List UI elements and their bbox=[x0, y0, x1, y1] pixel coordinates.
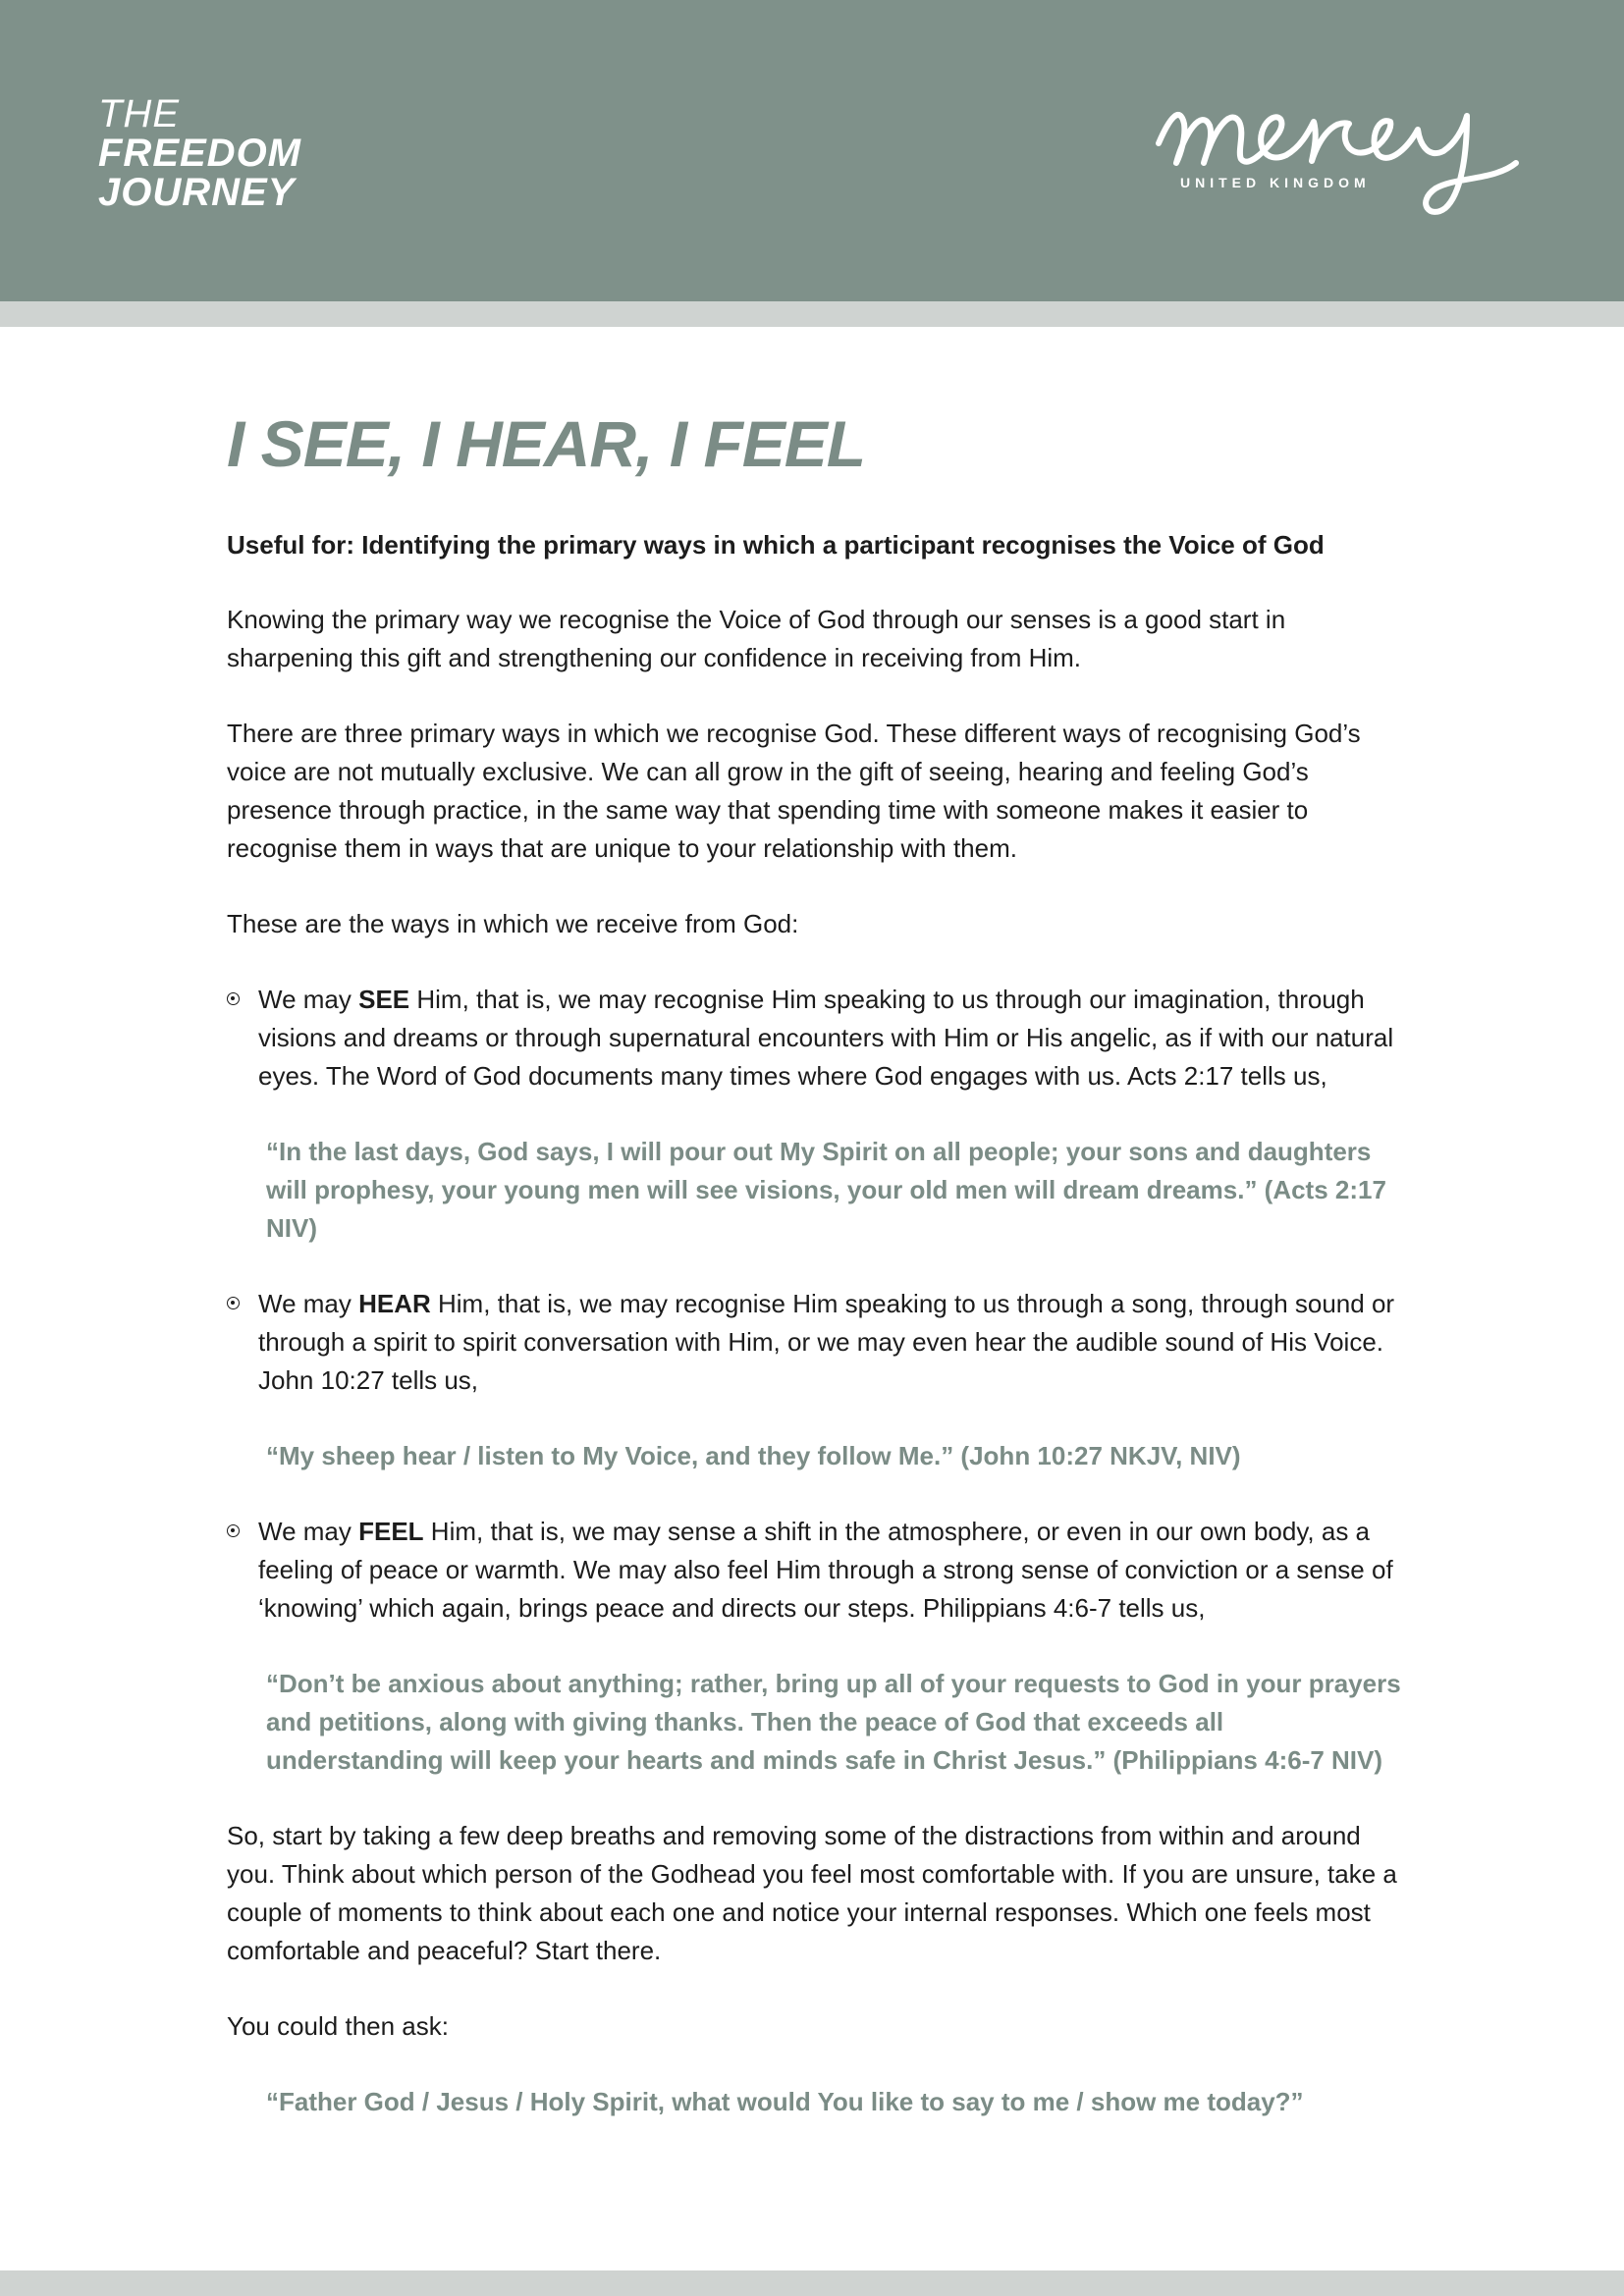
mercy-logo-mark bbox=[1151, 86, 1543, 234]
quote-john: “My sheep hear / listen to My Voice, and they follow Me.” (John 10:27 NKJV, NIV) bbox=[266, 1441, 1241, 1470]
bullet-hear-post: Him, that is, we may recognise Him speaking to us through a song, through sound or through a spirit to spirit conversation with Him, or we may even hear the audible sound of His Voice. John 10:27 tells us, bbox=[258, 1289, 1395, 1395]
mercy-logo bbox=[1151, 86, 1543, 234]
bullet-see bbox=[227, 981, 1405, 1095]
bullet-feel-key: FEEL bbox=[358, 1517, 424, 1546]
ask-paragraph: You could then ask: bbox=[227, 2011, 449, 2041]
page-title: I SEE, I HEAR, I FEEL bbox=[227, 407, 866, 480]
document-body bbox=[227, 404, 1405, 2121]
bullet-feel-pre: We may bbox=[258, 1517, 359, 1546]
bullet-see-key: SEE bbox=[358, 985, 410, 1014]
intro-paragraph: Knowing the primary way we recognise the Voice of God through our senses is a good start in sharpening this gift and strengthening our confidence in receiving from Him. bbox=[227, 605, 1286, 672]
bullet-feel bbox=[227, 1513, 1405, 1628]
quote-final-question: “Father God / Jesus / Holy Spirit, what would You like to say to me / show me today?” bbox=[266, 2087, 1304, 2116]
footer-band bbox=[0, 2270, 1624, 2296]
brand-line-the: THE bbox=[98, 92, 180, 135]
bullet-marker-icon bbox=[227, 992, 240, 1005]
ways-intro-paragraph: These are the ways in which we receive from God: bbox=[227, 909, 799, 938]
bullet-marker-icon bbox=[227, 1524, 240, 1537]
brand-line-journey: JOURNEY bbox=[98, 171, 296, 214]
bullet-feel-post: Him, that is, we may sense a shift in the atmosphere, or even in our own body, as a feeling of peace or warmth. We may also feel Him through a strong sense of conviction or a sense of ‘knowing’ which again, brings peace and directs our steps. Philippians 4:6-7 tells us, bbox=[258, 1517, 1393, 1623]
header-banner bbox=[0, 0, 1624, 301]
closing-paragraph: So, start by taking a few deep breaths and removing some of the distractions from within and around you. Think about which person of the Godhead you feel most comfortable with. If you are unsure, take a couple of moments to think about each one and notice your internal responses. Which one feels most comfortable and peaceful? Start there. bbox=[227, 1821, 1397, 1965]
header-divider-band bbox=[0, 301, 1624, 327]
bullet-see-pre: We may bbox=[258, 985, 359, 1014]
freedom-journey-brand bbox=[98, 94, 301, 212]
bullet-hear bbox=[227, 1285, 1405, 1400]
quote-acts: “In the last days, God says, I will pour out My Spirit on all people; your sons and daughters will prophesy, your young men will see visions, your old men will dream dreams.” (Acts 2:17 NIV) bbox=[266, 1137, 1386, 1243]
three-ways-paragraph: There are three primary ways in which we recognise God. These different ways of recognising God’s voice are not mutually exclusive. We can all grow in the gift of seeing, hearing and feeling God’s presence through practice, in the same way that spending time with someone makes it easier to recognise them in ways that are unique to your relationship with them. bbox=[227, 719, 1361, 863]
bullet-marker-icon bbox=[227, 1297, 240, 1309]
quote-philippians: “Don’t be anxious about anything; rather, bring up all of your requests to God in your prayers and petitions, along with giving thanks. Then the peace of God that exceeds all understanding will keep your hearts and minds safe in Christ Jesus.” (Philippians 4:6-7 NIV) bbox=[266, 1669, 1401, 1775]
bullet-hear-pre: We may bbox=[258, 1289, 359, 1318]
useful-for-line: Useful for: Identifying the primary ways in which a participant recognises the Voice of God bbox=[227, 530, 1325, 560]
brand-line-freedom: FREEDOM bbox=[98, 132, 301, 175]
bullet-hear-key: HEAR bbox=[358, 1289, 431, 1318]
logo-united-kingdom: UNITED KINGDOM bbox=[1180, 175, 1371, 190]
bullet-see-post: Him, that is, we may recognise Him speaking to us through our imagination, through visions and dreams or through supernatural encounters with Him or His angelic, as if with our natural eyes. The Word of God documents many times where God engages with us. Acts 2:17 tells us, bbox=[258, 985, 1394, 1091]
